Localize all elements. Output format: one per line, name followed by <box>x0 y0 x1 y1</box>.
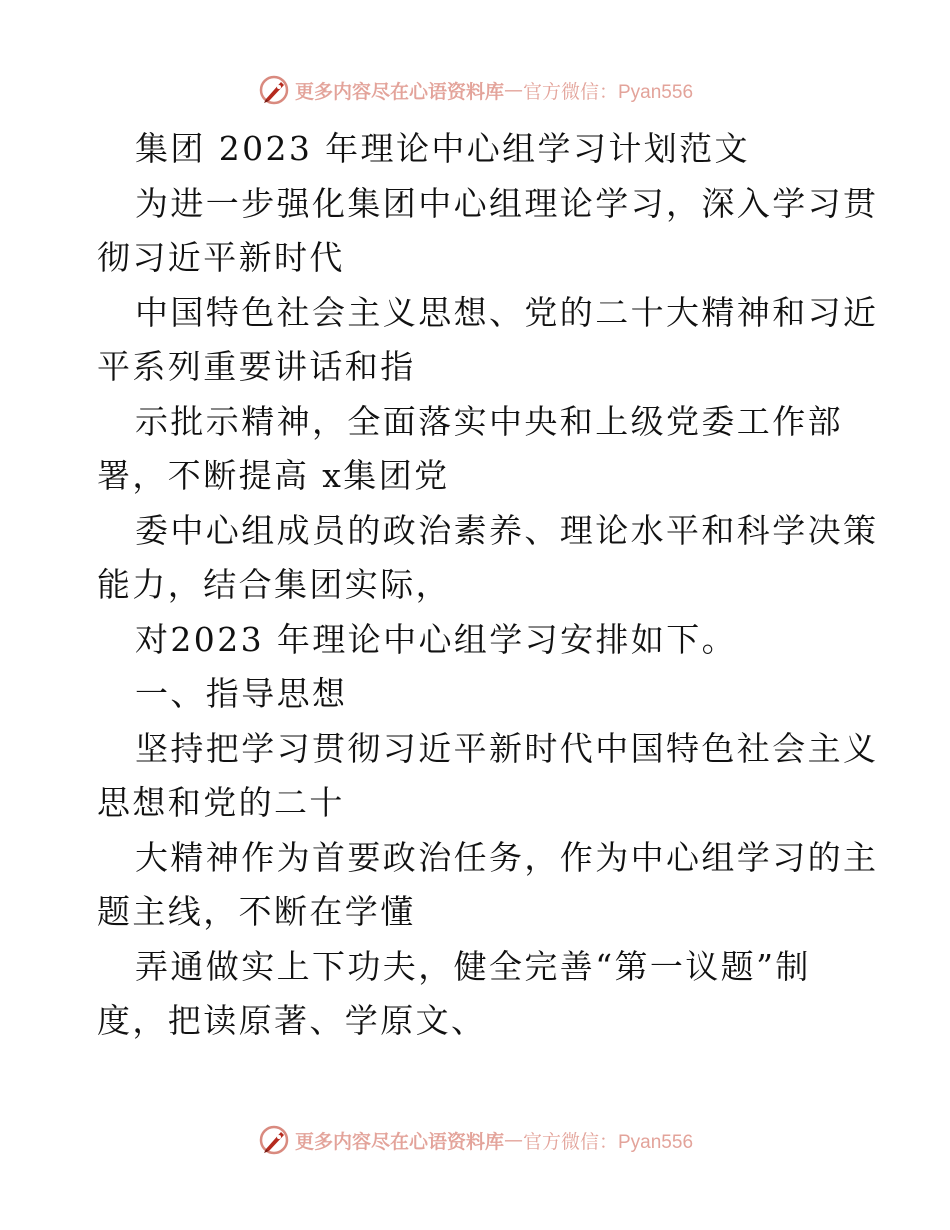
text-line: 能力，结合集团实际， <box>97 565 451 604</box>
watermark-slogan: 更多内容尽在心语资料库 <box>294 1130 504 1153</box>
text-line: 示批示精神，全面落实中央和上级党委工作部 <box>135 401 843 441</box>
text-line: 坚持把学习贯彻习近平新时代中国特色社会主义 <box>135 728 879 768</box>
text-line: 弄通做实上下功夫，健全完善“第一议题”制 <box>135 946 811 986</box>
watermark-banner-bottom <box>0 1120 950 1160</box>
document-title: 集团 2023 年理论中心组学习计划范文 <box>135 129 750 168</box>
text-line: 委中心组成员的政治素养、理论水平和科学决策 <box>135 510 879 550</box>
text-line: 题主线，不断在学懂 <box>97 892 416 931</box>
text-line: 大精神作为首要政治任务，作为中心组学习的主 <box>135 837 879 877</box>
text-line: 思想和党的二十 <box>97 783 345 822</box>
watermark-account: 官方微信：Pyan556 <box>523 81 694 103</box>
watermark-slogan: 更多内容尽在心语资料库 <box>294 80 504 103</box>
watermark-banner-top <box>0 70 950 110</box>
watermark-separator: — <box>504 1129 523 1151</box>
text-line: 度，把读原著、学原文、 <box>97 1001 487 1040</box>
text-line: 一、指导思想 <box>135 674 348 713</box>
text-line: 彻习近平新时代 <box>97 238 345 277</box>
text-line: 为进一步强化集团中心组理论学习，深入学习贯 <box>135 183 879 223</box>
text-line: 平系列重要讲话和指 <box>97 347 416 386</box>
text-line: 署，不断提高 x集团党 <box>97 456 450 495</box>
watermark-account: 官方微信：Pyan556 <box>523 1131 694 1153</box>
watermark-separator: — <box>504 79 523 101</box>
quill-pen-circle-icon <box>257 1123 291 1157</box>
quill-pen-circle-icon <box>257 73 291 107</box>
document-body <box>97 122 879 1049</box>
text-line: 对2023 年理论中心组学习安排如下。 <box>135 619 738 659</box>
text-line: 中国特色社会主义思想、党的二十大精神和习近 <box>135 292 879 332</box>
